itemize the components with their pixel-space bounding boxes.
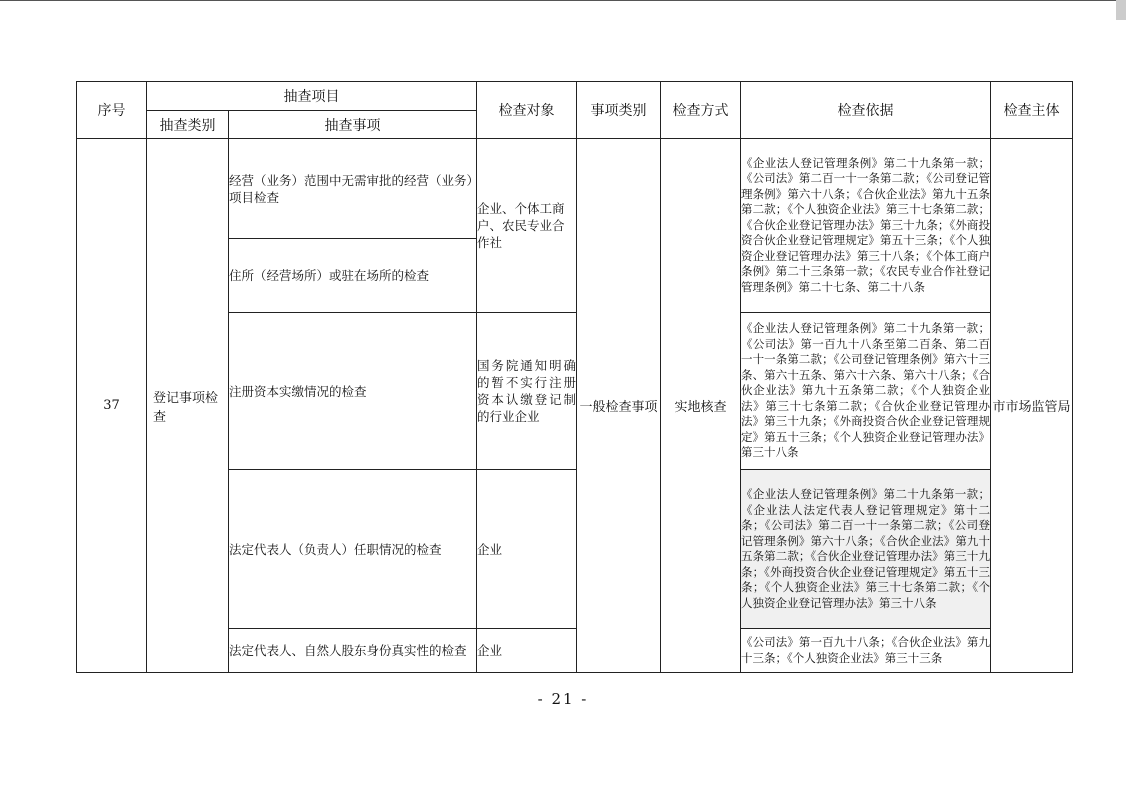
header-check-item-group: 抽查项目 <box>147 82 477 111</box>
header-item: 抽查事项 <box>229 111 477 139</box>
row-item-type: 一般检查事项 <box>577 139 661 673</box>
item-5: 法定代表人、自然人股东身份真实性的检查 <box>229 629 477 673</box>
page-number: - 21 - <box>537 690 589 708</box>
basis-3: 《企业法人登记管理条例》第二十九条第一款；《公司法》第一百九十八条至第二百条、第二百一十一条第二款；《公司登记管理条例》第六十三条、第六十五条、第六十六条、第六十八条；《合伙企业法》第九十五条第二款；《个人独资企业法》第三十七条第二款；《合伙企业登记管理办法》第三十九条；《外商投资合伙企业登记管理规定》第五十三条；《个人独资企业登记管理办法》第三十八条 <box>741 313 991 470</box>
basis-5: 《公司法》第一百九十八条；《合伙企业法》第九十三条；《个人独资企业法》第三十三条 <box>741 629 991 673</box>
header-subject: 检查主体 <box>991 82 1073 139</box>
row-subject: 市市场监管局 <box>991 139 1073 673</box>
basis-4: 《企业法人登记管理条例》第二十九条第一款；《企业法人法定代表人登记管理规定》第十二条；《公司法》第二百一十一条第二款；《公司登记管理条例》第六十八条；《合伙企业法》第九十五条第二款；《合伙企业登记管理办法》第三十九条；《外商投资合伙企业登记管理规定》第五十三条；《个人独资企业法》第三十七条第二款；《个人独资企业登记管理办法》第三十八条 <box>741 470 991 629</box>
row-category: 登记事项检查 <box>147 139 229 673</box>
target-5: 企业 <box>477 629 577 673</box>
scan-edge <box>0 0 1126 1</box>
header-item-type: 事项类别 <box>577 82 661 139</box>
row-seq: 37 <box>77 139 147 673</box>
header-category: 抽查类别 <box>147 111 229 139</box>
target-3: 国务院通知明确的暂不实行注册资本认缴登记制的行业企业 <box>477 313 577 470</box>
item-1: 经营（业务）范围中无需审批的经营（业务）项目检查 <box>229 139 477 239</box>
row-method: 实地核查 <box>661 139 741 673</box>
header-target: 检查对象 <box>477 82 577 139</box>
item-3: 注册资本实缴情况的检查 <box>229 313 477 470</box>
scan-corner <box>1116 0 1126 20</box>
header-method: 检查方式 <box>661 82 741 139</box>
inspection-table <box>76 81 1073 673</box>
target-1: 企业、个体工商户、农民专业合作社 <box>477 139 577 313</box>
target-4: 企业 <box>477 470 577 629</box>
header-seq: 序号 <box>77 82 147 139</box>
basis-1: 《企业法人登记管理条例》第二十九条第一款；《公司法》第二百一十一条第二款；《公司登记管理条例》第六十八条；《合伙企业法》第九十五条第二款；《个人独资企业法》第三十七条第二款；《合伙企业登记管理办法》第三十九条；《外商投资合伙企业登记管理规定》第五十三条；《个人独资企业登记管理办法》第三十八条；《个体工商户条例》第二十三条第一款；《农民专业合作社登记管理条例》第二十七条、第二十八条 <box>741 139 991 313</box>
item-2: 住所（经营场所）或驻在场所的检查 <box>229 239 477 313</box>
header-basis: 检查依据 <box>741 82 991 139</box>
item-4: 法定代表人（负责人）任职情况的检查 <box>229 470 477 629</box>
